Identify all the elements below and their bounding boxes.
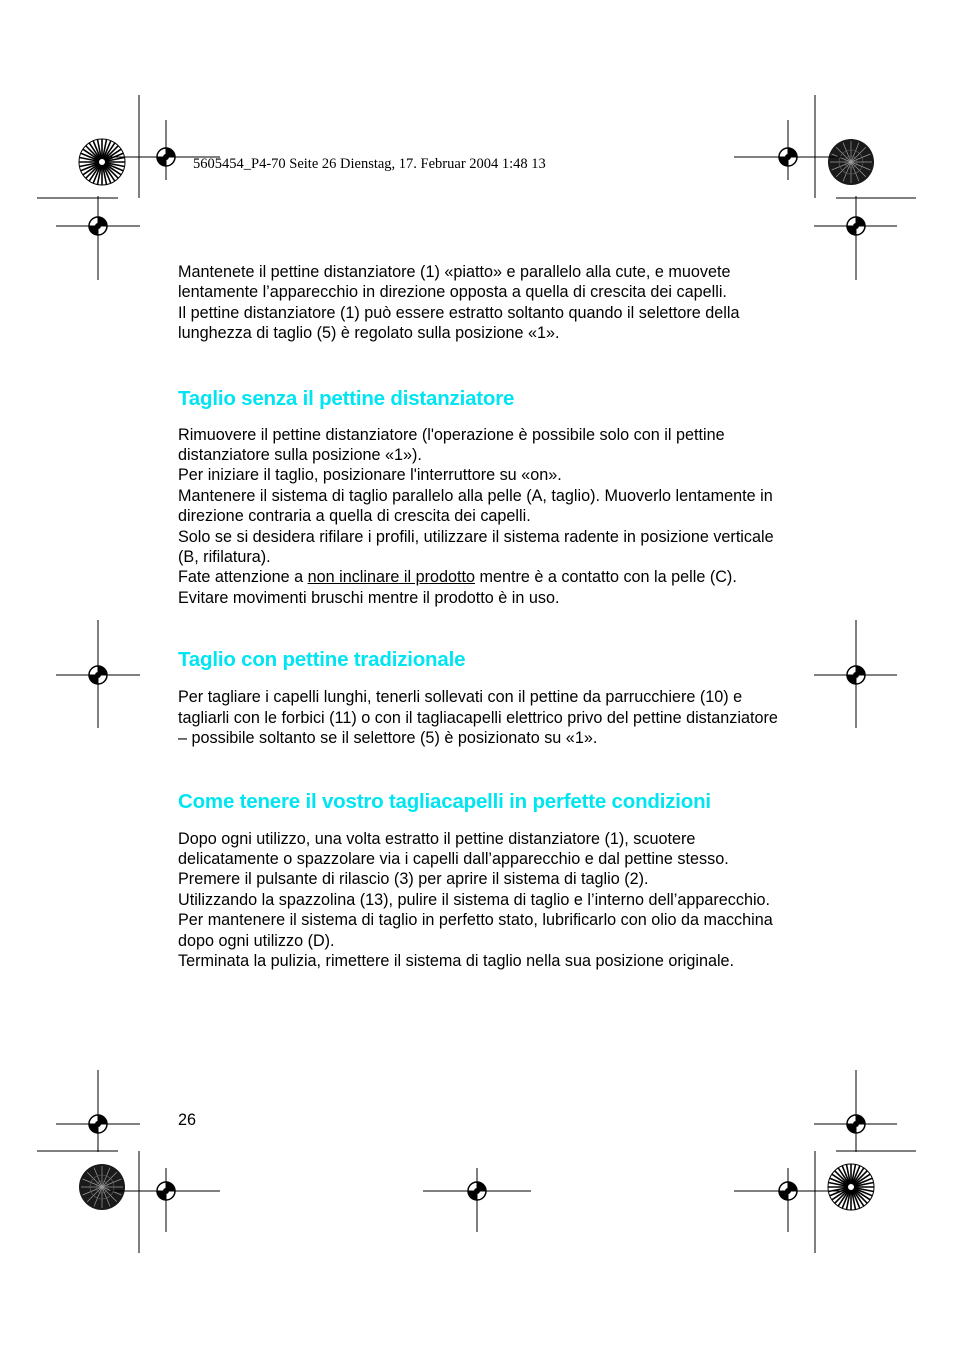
- section3-paragraph: Per mantenere il sistema di taglio in perfetto stato, lubrificarlo con olio da macchina dopo ogni utilizzo (D).: [178, 911, 773, 950]
- page-content: [178, 262, 778, 971]
- section1-paragraph: Evitare movimenti bruschi mentre il prodotto è in uso.: [178, 588, 560, 607]
- star-target-top-left: [79, 139, 125, 185]
- section2-paragraph: Per tagliare i capelli lunghi, tenerli sollevati con il pettine da parrucchiere (10) e tagliarli con le forbici (11) o con il tagliacapelli elettrico privo del pettine distanziatore – possibile soltanto se il selettore (5) è posizionato su «1».: [178, 688, 778, 748]
- section3-paragraph: Premere il pulsante di rilascio (3) per aprire il sistema di taglio (2).: [178, 870, 649, 889]
- section1-attention-paragraph: Fate attenzione a non inclinare il prodotto mentre è a contatto con la pelle (C).: [178, 568, 737, 587]
- page-number: 26: [178, 1111, 197, 1129]
- section1-paragraph: Rimuovere il pettine distanziatore (l'operazione è possibile solo con il pettine distanziatore sulla posizione «1»).: [178, 425, 725, 465]
- star-target-top-right: [828, 139, 874, 185]
- intro-paragraph: Il pettine distanziatore (1) può essere estratto soltanto quando il selettore della lunghezza di taglio (5) è regolato sulla posizione «1».: [178, 303, 740, 343]
- underlined-warning: non inclinare il prodotto: [307, 568, 475, 587]
- star-target-bottom-right: [828, 1164, 874, 1210]
- section-heading-maintenance: Come tenere il vostro tagliacapelli in perfette condizioni: [178, 789, 711, 813]
- section1-paragraph: Solo se si desidera rifilare i profili, utilizzare il sistema radente in posizione verticale (B, rifilatura).: [178, 527, 774, 567]
- section1-paragraph: Per iniziare il taglio, posizionare l'interruttore su «on».: [178, 466, 562, 485]
- section3-paragraph: Dopo ogni utilizzo, una volta estratto il pettine distanziatore (1), scuotere delicatamente o spazzolare via i capelli dall’apparecchio e dal pettine stesso.: [178, 829, 729, 868]
- star-target-bottom-left: [79, 1164, 125, 1210]
- section-heading-traditional-comb: Taglio con pettine tradizionale: [178, 648, 466, 672]
- section1-paragraph: Mantenere il sistema di taglio parallelo alla pelle (A, taglio). Muoverlo lentamente in direzione contraria a quella di crescita dei capelli.: [178, 486, 773, 526]
- intro-paragraph: Mantenete il pettine distanziatore (1) «piatto» e parallelo alla cute, e muovete lentamente l’apparecchio in direzione opposta a quella di crescita dei capelli.: [178, 263, 731, 302]
- section3-paragraph: Terminata la pulizia, rimettere il sistema di taglio nella sua posizione originale.: [178, 951, 735, 970]
- section3-paragraph: Utilizzando la spazzolina (13), pulire il sistema di taglio e l’interno dell’apparecchio.: [178, 890, 771, 909]
- section-heading-cut-without-comb: Taglio senza il pettine distanziatore: [178, 386, 515, 410]
- print-slug: 5605454_P4-70 Seite 26 Dienstag, 17. Februar 2004 1:48 13: [193, 156, 546, 172]
